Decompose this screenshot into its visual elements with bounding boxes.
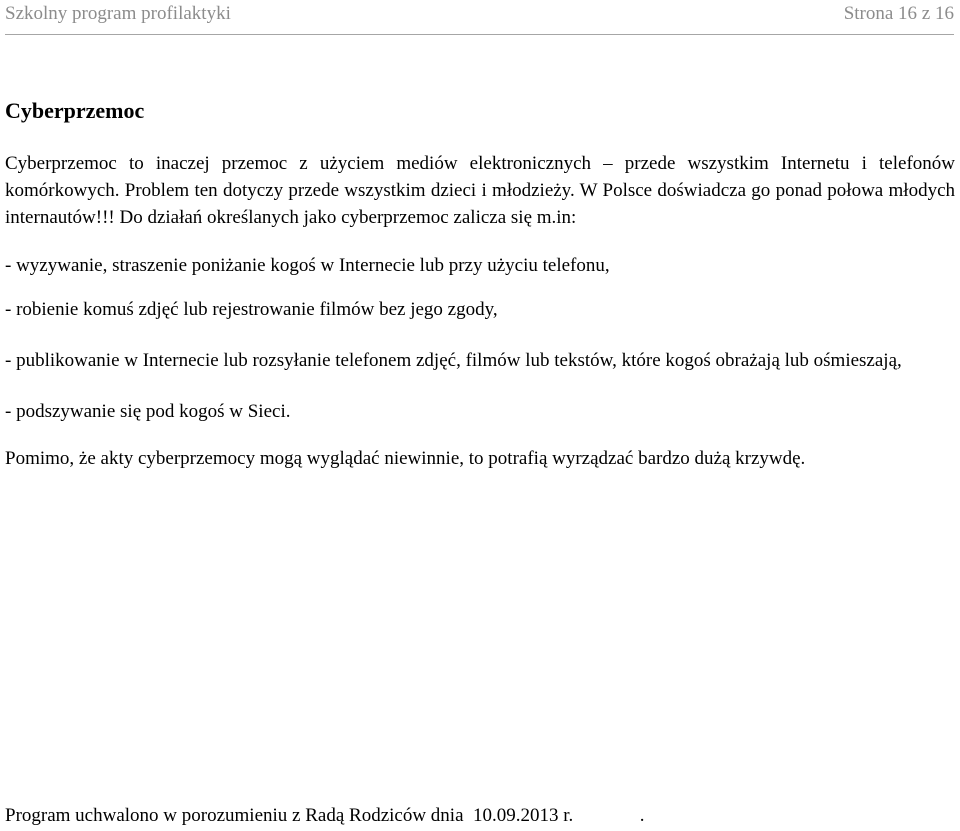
intro-paragraph: Cyberprzemoc to inaczej przemoc z użyciem mediów elektronicznych – przede wszystkim Internetu i telefonów komórkowych. Problem ten dotyczy przede wszystkim dzieci i młodzieży. W Polsce doświadcza go ponad połowa młodych internautów!!! Do działań określanych jako cyberprzemoc zalicza się m.in: <box>5 153 955 228</box>
document-title: Szkolny program profilaktyki <box>5 3 231 24</box>
document-body <box>5 96 955 472</box>
section-heading: Cyberprzemoc <box>5 98 145 123</box>
page-header <box>5 0 954 35</box>
list-item-publishing: - publikowanie w Internecie lub rozsyłanie telefonem zdjęć, filmów lub tekstów, które kogoś obrażają lub ośmieszają, <box>5 350 902 371</box>
list-item-impersonation: - podszywanie się pod kogoś w Sieci. <box>5 401 291 422</box>
approval-note: Program uchwalono w porozumieniu z Radą Rodziców dnia 10.09.2013 r. . <box>5 805 645 826</box>
closing-paragraph: Pomimo, że akty cyberprzemocy mogą wyglądać niewinnie, to potrafią wyrządzać bardzo dużą krzywdę. <box>5 448 806 469</box>
page-number: Strona 16 z 16 <box>843 3 954 24</box>
list-item-insulting: - wyzywanie, straszenie poniżanie kogoś w Internecie lub przy użyciu telefonu, <box>5 255 610 276</box>
list-item-photos: - robienie komuś zdjęć lub rejestrowanie filmów bez jego zgody, <box>5 299 498 320</box>
